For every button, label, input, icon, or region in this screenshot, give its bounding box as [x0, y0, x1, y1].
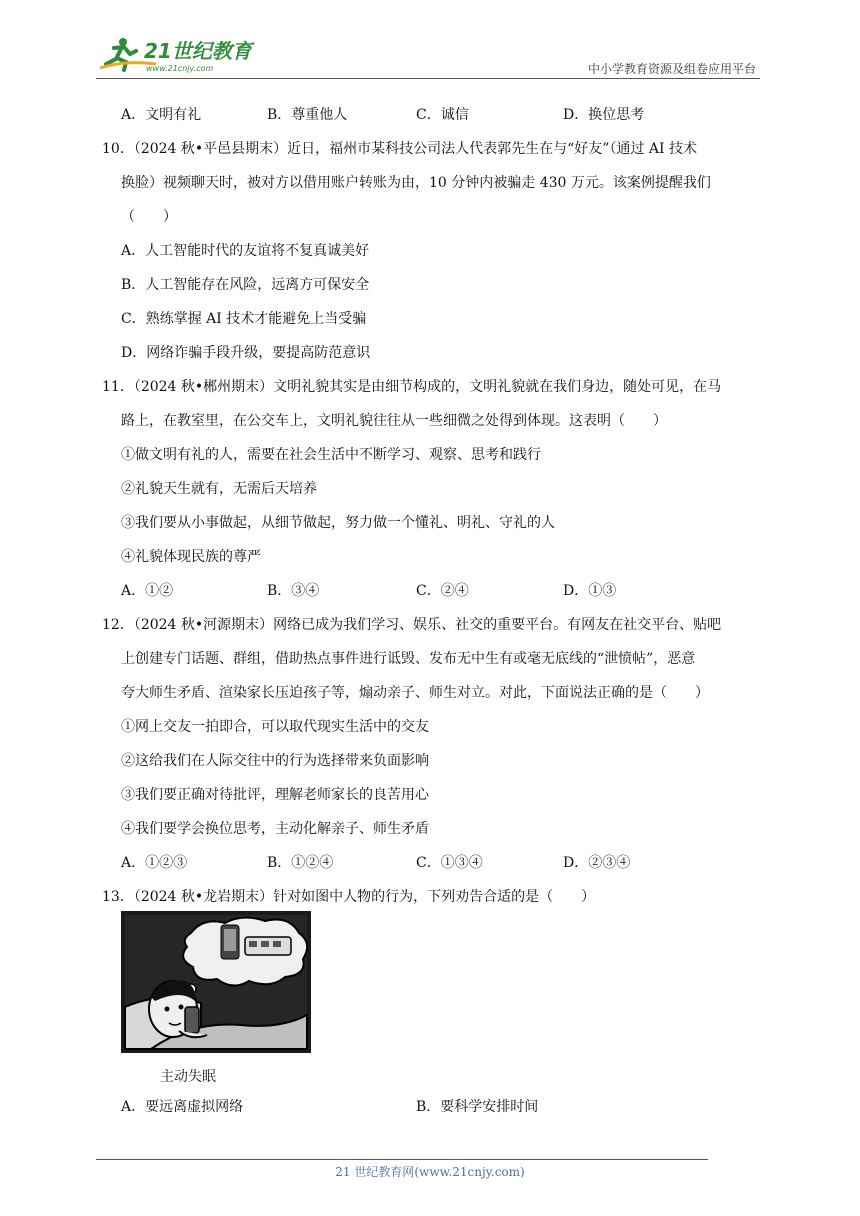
q12-option-c[interactable]: C．①③④ [416, 855, 483, 871]
logo-url: www.21cnjy.com [146, 64, 214, 73]
q11-item-3: ③我们要从小事做起，从细节做起，努力做一个懂礼、明礼、守礼的人 [121, 515, 555, 531]
q13-option-b[interactable]: B．要科学安排时间 [416, 1099, 539, 1115]
logo-text: 21世纪教育 [144, 39, 252, 63]
q12-item-1: ①网上交友一拍即合，可以取代现实生活中的交友 [121, 719, 429, 735]
q10-option-d[interactable]: D．网络诈骗手段升级，要提高防范意识 [121, 345, 371, 361]
q12-stem-line-1: 12．（2024 秋•河源期末）网络已成为我们学习、娱乐、社交的重要平台。有网友在社交平台、贴吧 [102, 617, 722, 633]
q10-option-b[interactable]: B．人工智能存在风险，远离方可保安全 [121, 277, 370, 293]
platform-title: 中小学教育资源及组卷应用平台 [587, 62, 756, 76]
q9-option-c[interactable]: C．诚信 [416, 107, 469, 123]
q10-option-c[interactable]: C．熟练掌握 AI 技术才能避免上当受骗 [121, 311, 367, 327]
q11-stem-line-1: 11．（2024 秋•郴州期末）文明礼貌其实是由细节构成的，文明礼貌就在我们身边，随处可见，在马 [102, 379, 722, 395]
q10-stem-line-2: 换脸）视频聊天时，被对方以借用账户转账为由，10 分钟内被骗走 430 万元。该案例提醒我们 [121, 175, 711, 191]
q11-option-a[interactable]: A．①② [121, 583, 174, 599]
page-header [96, 30, 760, 78]
q11-option-d[interactable]: D．①③ [563, 583, 617, 599]
q11-item-1: ①做文明有礼的人，需要在社会生活中不断学习、观察、思考和践行 [121, 447, 541, 463]
q9-option-d[interactable]: D．换位思考 [563, 107, 645, 123]
header-divider [96, 78, 760, 79]
sleepless-illustration [121, 911, 311, 1087]
q10-option-a[interactable]: A．人工智能时代的友谊将不复真诚美好 [121, 243, 370, 259]
q13-stem: 13．（2024 秋•龙岩期末）针对如图中人物的行为，下列劝告合适的是（ ） [102, 889, 596, 905]
q12-item-4: ④我们要学会换位思考，主动化解亲子、师生矛盾 [121, 821, 429, 837]
q12-stem-line-3: 夸大师生矛盾、渲染家长压迫孩子等，煽动亲子、师生对立。对此，下面说法正确的是（ ） [121, 685, 709, 701]
image-caption: 主动失眠 [160, 1069, 216, 1085]
q12-option-a[interactable]: A．①②③ [121, 855, 188, 871]
q12-item-3: ③我们要正确对待批评，理解老师家长的良苦用心 [121, 787, 429, 803]
q11-item-2: ②礼貌天生就有，无需后天培养 [121, 481, 317, 497]
q9-option-a[interactable]: A．文明有礼 [121, 107, 202, 123]
q9-option-b[interactable]: B．尊重他人 [267, 107, 348, 123]
q11-stem-line-2: 路上，在教室里，在公交车上，文明礼貌往往从一些细微之处得到体现。这表明（ ） [121, 413, 667, 429]
q13-option-a[interactable]: A．要远离虚拟网络 [121, 1099, 244, 1115]
q10-stem-line-1: 10．（2024 秋•平邑县期末）近日，福州市某科技公司法人代表郭先生在与“好友”（通过 AI 技术 [102, 141, 698, 157]
q10-stem-line-3: （ ） [121, 209, 177, 225]
site-logo [96, 34, 266, 74]
footer-divider [96, 1159, 708, 1160]
q11-option-b[interactable]: B．③④ [267, 583, 320, 599]
q12-option-b[interactable]: B．①②④ [267, 855, 334, 871]
q11-option-c[interactable]: C．②④ [416, 583, 469, 599]
q11-item-4: ④礼貌体现民族的尊严 [121, 549, 261, 565]
q12-item-2: ②这给我们在人际交往中的行为选择带来负面影响 [121, 753, 429, 769]
q12-option-d[interactable]: D．②③④ [563, 855, 631, 871]
q12-stem-line-2: 上创建专门话题、群组，借助热点事件进行诋毁、发布无中生有或毫无底线的“泄愤帖”，恶意 [121, 651, 696, 667]
footer-source[interactable]: 21 世纪教育网(www.21cnjy.com) [335, 1165, 525, 1179]
